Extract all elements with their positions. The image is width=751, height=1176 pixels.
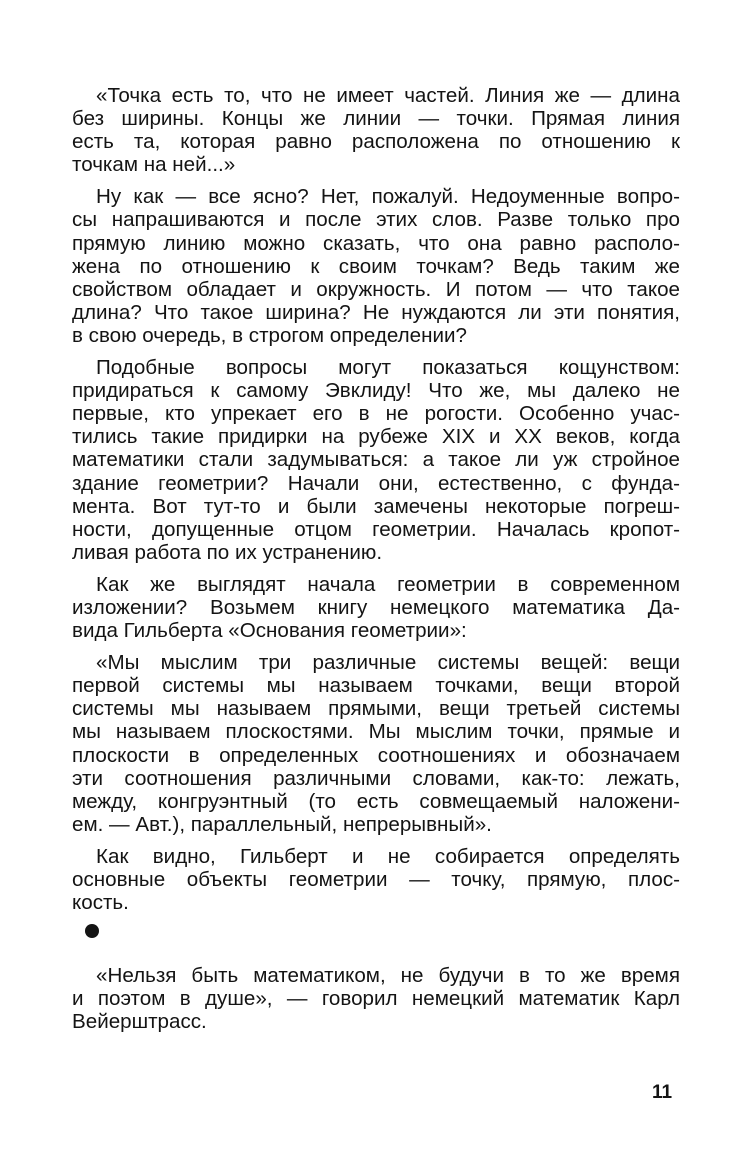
text-line: между, конгруэнтный (то есть совмещаемый наложени- — [72, 789, 680, 813]
text-line: вида Гильберта «Основания геометрии»: — [72, 619, 467, 643]
text-line: ем. — Авт.), параллельный, непрерывный». — [72, 812, 492, 836]
text-line: в свою очередь, в строгом определении? — [72, 323, 467, 347]
text-line: Ну как — все ясно? Нет, пожалуй. Недоуменные вопро- — [96, 185, 680, 209]
text-line: тились такие придирки на рубеже XIX и XX веков, когда — [72, 425, 680, 449]
text-line: Как видно, Гильберт и не собирается определять — [96, 844, 680, 868]
paragraph-questions — [72, 185, 680, 347]
text-line: без ширины. Концы же линии — точки. Прямая линия — [72, 107, 680, 131]
paragraph-conclusion — [72, 845, 680, 914]
text-line: ливая работа по их устранению. — [72, 540, 383, 564]
text-line: свойством обладает и окружность. И потом — что такое — [72, 277, 680, 301]
text-line: первые, кто упрекает его в не рогости. Особенно учас- — [72, 402, 680, 426]
text-line: мента. Вот тут-то и были замечены некоторые погреш- — [72, 494, 680, 518]
bullet-icon — [85, 924, 99, 938]
paragraph-criticism — [72, 356, 680, 564]
text-line: жена по отношению к своим точкам? Ведь таким же — [72, 254, 680, 278]
text-line: Подобные вопросы могут показаться кощунством: — [96, 356, 680, 380]
text-line: «Мы мыслим три различные системы вещей: вещи — [96, 651, 680, 675]
body-text — [72, 84, 680, 923]
page-number: 11 — [652, 1082, 673, 1103]
text-line: прямую линию можно сказать, что она равно располо- — [72, 231, 680, 255]
text-line: точкам на ней...» — [72, 153, 236, 177]
text-line: системы мы называем прямыми, вещи третьей системы — [72, 697, 680, 721]
text-line: Вейерштрасс. — [72, 1010, 207, 1034]
weierstrass-quote — [72, 964, 680, 1042]
text-line: кость. — [72, 891, 129, 915]
text-line: мы называем плоскостями. Мы мыслим точки, прямые и — [72, 720, 680, 744]
text-line: изложении? Возьмем книгу немецкого математика Да- — [72, 595, 680, 619]
text-line: сы напрашиваются и после этих слов. Разве только про — [72, 208, 680, 232]
paragraph-hilbert-intro — [72, 573, 680, 642]
text-line: здание геометрии? Начали они, естественно, с фунда- — [72, 471, 680, 495]
text-line: Как же выглядят начала геометрии в современном — [96, 572, 680, 596]
text-line: длина? Что такое ширина? Не нуждаются ли эти понятия, — [72, 300, 680, 324]
text-line: первой системы мы называем точками, вещи второй — [72, 674, 680, 698]
text-line: есть та, которая равно расположена по отношению к — [72, 130, 680, 154]
paragraph-weierstrass — [72, 964, 680, 1033]
text-line: математики стали задумываться: а такое ли уж стройное — [72, 448, 680, 472]
text-line: придираться к самому Эвклиду! Что же, мы далеко не — [72, 379, 680, 403]
paragraph-euclid-quote — [72, 84, 680, 176]
text-line: и поэтом в душе», — говорил немецкий математик Карл — [72, 987, 680, 1011]
text-line: основные объекты геометрии — точку, прямую, плос- — [72, 868, 680, 891]
text-line: плоскости в определенных соотношениях и обозначаем — [72, 743, 680, 767]
text-line: эти соотношения различными словами, как-то: лежать, — [72, 766, 680, 790]
text-line: ности, допущенные отцом геометрии. Началась кропот- — [72, 517, 680, 541]
text-line: «Нельзя быть математиком, не будучи в то же время — [96, 964, 680, 987]
text-line: «Точка есть то, что не имеет частей. Линия же — длина — [96, 84, 680, 107]
paragraph-hilbert-quote — [72, 651, 680, 836]
